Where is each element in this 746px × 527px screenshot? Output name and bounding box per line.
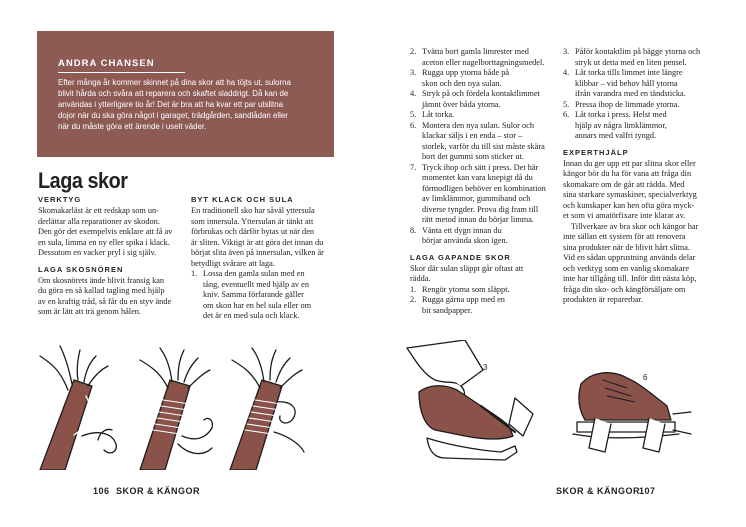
list-item: 1. Rengör ytorna som släppt. — [410, 284, 510, 294]
page-number-left: 106 — [93, 486, 110, 496]
box-title: ANDRA CHANSEN — [58, 58, 155, 69]
heading-klack-sula: BYT KLACK OCH SULA — [191, 195, 294, 204]
intro-box — [37, 31, 334, 157]
paragraph: Skor där sulan släppt går oftast att rädda. — [410, 263, 524, 283]
list-item: 7. Tryck ihop och sätt i press. Det här momentet kan vara knepigt då du förmodligen behöver en kombination av limklämmor, gummiband och diverse tyngder. Prova dig fram till rätt metod innan du börjar limma. — [410, 162, 546, 224]
step-list — [191, 269, 341, 322]
heading-skosnoren: LAGA SKOSNÖREN — [38, 264, 124, 274]
page-title: Laga skor — [38, 168, 128, 193]
step-list — [410, 285, 570, 317]
box-divider — [58, 72, 185, 73]
paragraph: Innan du ger upp ett par slitna skor eller kängor bör du ha för vana att fråga din skomakare om de går att rädda. Med sina starkare symaskiner, specialverktyg och kunskaper kan hen ofta göra myck- et som vi amatörfixare inte klarar av. — [563, 158, 697, 220]
box-line: dojor när du ska göra något i garaget, trädgården, sandlådan eller — [58, 111, 288, 120]
list-item: 6. Montera den nya sulan. Sulor och klackar säljs i en enda – stor – storlek, varför du till sist måste skära bort det gummi som sticker ut. — [410, 120, 545, 161]
list-item: 4. Låt torka tills limmet inte längre klibbar – vid behov håll ytorna ifrån varandra med en tändsticka. — [563, 68, 686, 98]
column-3 — [410, 47, 570, 316]
column-4 — [563, 47, 723, 306]
running-head-right: SKOR & KÄNGOR — [556, 486, 641, 496]
list-item: 6. Låt torka i press. Helst med hjälp av några limklämmor, annars med valfri tyngd. — [563, 110, 667, 140]
paragraph: En traditionell sko har såväl yttersula som innersula. Yttersulan är tänkt att förbrukas och därför bytas ut när den är sliten. Viktigt är att göra det innan du börjat slita även på innersulan, vilken är betydligt svårare att laga. — [191, 206, 324, 268]
box-text — [58, 77, 326, 132]
figure-number-6: 6 — [643, 373, 648, 382]
heading-experthjalp: EXPERTHJÄLP — [563, 147, 629, 157]
running-head-left: SKOR & KÄNGOR — [116, 486, 201, 496]
list-item: 2. Rugga gärna upp med en bit sandpapper. — [410, 295, 505, 315]
shoe-repair-illustration — [405, 340, 745, 470]
paragraph: Skomakarläst är ett redskap som un- derlättar alla reparationer av skodon. Den gör det exempelvis enklare att få av en sula, limma en ny eller spika i klack. Dessutom en vacker pryl i sig själv. — [38, 206, 173, 257]
list-item: 5. Pressa ihop de limmade ytorna. — [563, 99, 680, 109]
page-number-right: 107 — [639, 486, 656, 496]
box-line: blivit hårda och svåra att reparera och skaftet sladdrigt. Då kan de — [58, 89, 289, 98]
box-line: Efter många år kommer skinnet på dina skor att ha töjts ut, sulorna — [58, 78, 291, 87]
list-item: 5. Låt torka. — [410, 110, 455, 119]
column-1 — [38, 195, 188, 318]
list-item: 4. Stryk på och fördela kontaktlimmet jämnt över båda ytorna. — [410, 89, 540, 109]
list-item: 1. Lossa den gamla sulan med en tång, eventuellt med hjälp av en kniv. Samma förfarande gäller om skon har en hel sula eller om det är en med sula och klack. — [191, 269, 312, 320]
list-item: 2. Tvätta bort gamla limrester med aceton eller nagelborttagningsmedel. — [410, 47, 545, 67]
column-2 — [191, 195, 341, 322]
list-item: 3. Påför kontaktlim på bägge ytorna och stryk ut detta med en liten pensel. — [563, 47, 701, 67]
heading-verktyg: VERKTYG — [38, 195, 82, 204]
step-list — [410, 47, 570, 247]
box-line: när du måste göra ett ärende i uselt väder. — [58, 122, 207, 131]
figure-number-3: 3 — [483, 363, 488, 372]
heading-gapande-skor: LAGA GAPANDE SKOR — [410, 252, 511, 262]
box-line: användas i ytterligare tio år! Det är bra att ha kvar ett par utslitna — [58, 100, 283, 109]
paragraph: Om skosnörets ände blivit fransig kan du göra en så kallad tagling med hjälp av en kraftig tråd, så får du en styv ände som är lätt att trä genom hålen. — [38, 275, 172, 316]
paragraph: Tillverkare av bra skor och kängor har inte sällan ett system för att renovera sina produkter när de blivit hårt slitna. Vid en sådan upprustning används delar och verktyg som en vanlig skomakare inte har tillgång till. Inför ditt nästa köp, fråga din sko- och kängförsäljare om produkten är reparerbar. — [563, 221, 699, 304]
shoelace-illustration — [0, 340, 340, 470]
step-list — [563, 47, 723, 142]
list-item: 8. Vänta ett dygn innan du börjar använda skon igen. — [410, 225, 508, 245]
list-item: 3. Rugga upp ytorna både på skon och den nya sulan. — [410, 68, 510, 88]
